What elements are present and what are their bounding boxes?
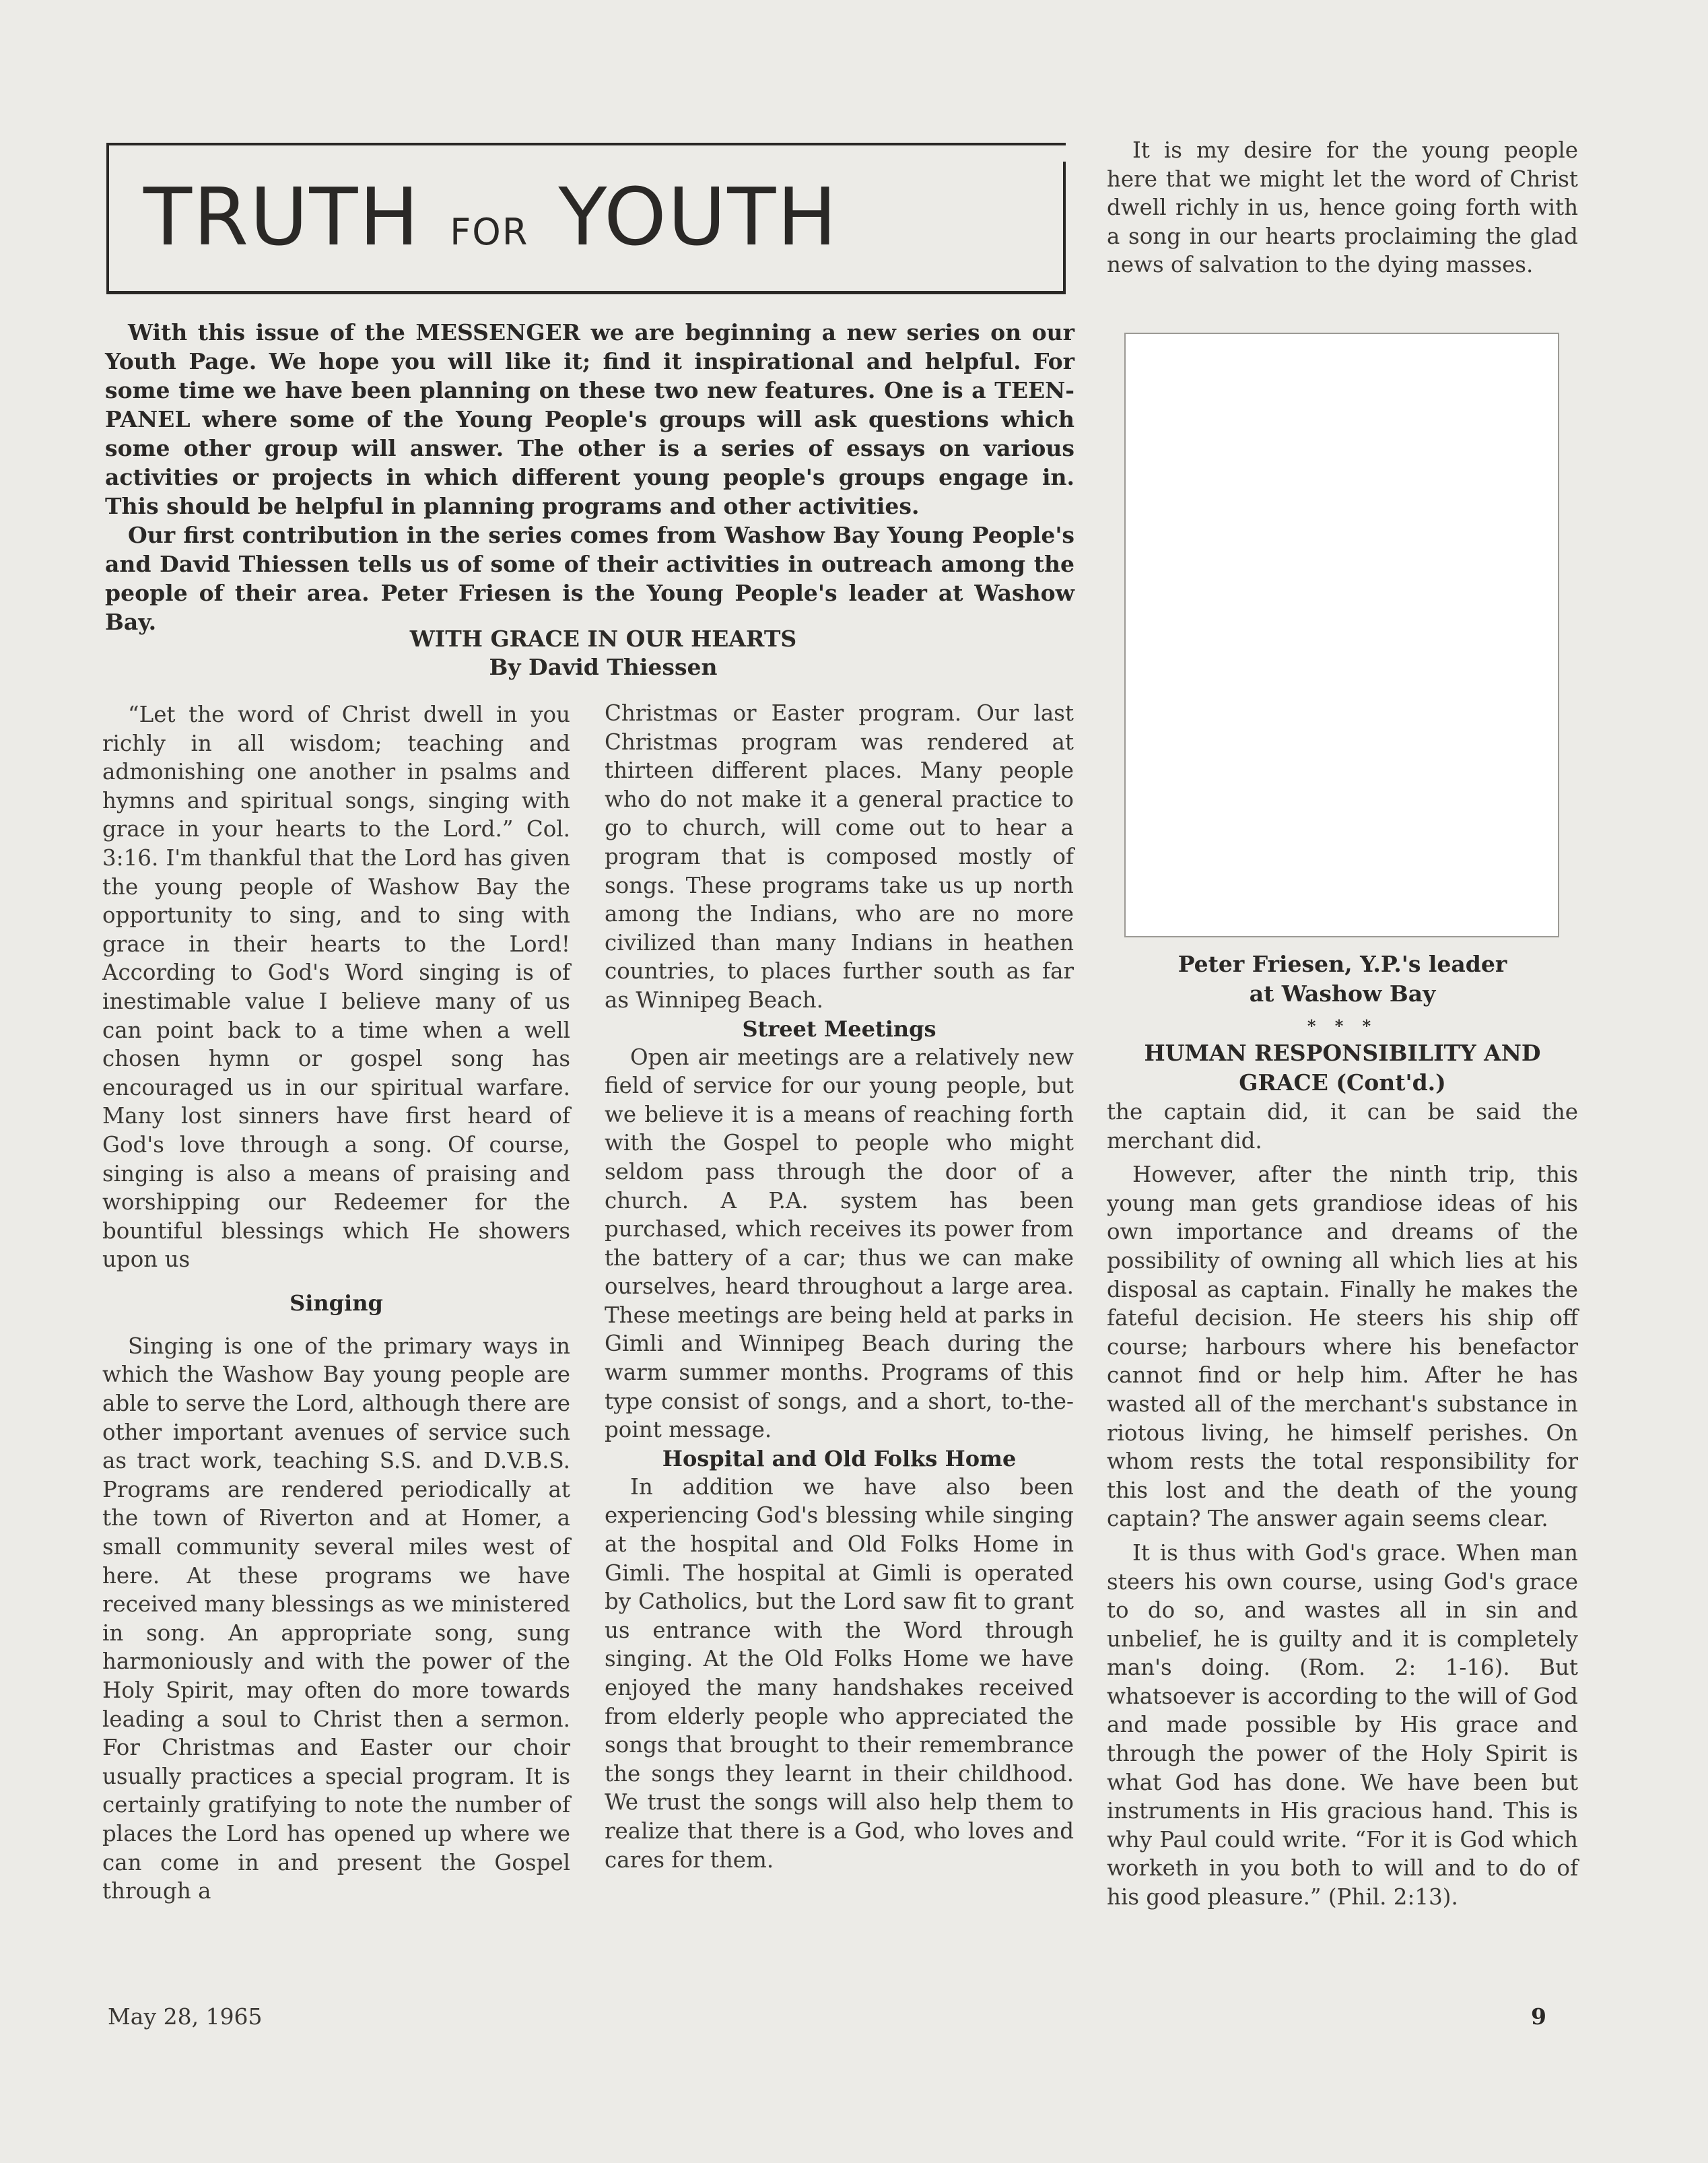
human-responsibility-heading	[1107, 1038, 1578, 1098]
photo-caption	[1107, 950, 1578, 1009]
masthead-rule-top	[106, 143, 1066, 145]
section-heading-street-meetings: Street Meetings	[742, 1016, 936, 1042]
issue-date: May 28, 1965	[108, 2003, 263, 2030]
article-paragraph: It is thus with God's grace. When man steers his own course, using God's grace to do so, and wastes all in sin and unbelief, he is guilty and it is completely man's doing. (Rom. 2: 1-16). But whatsoever is according to the will of God and made possible by His grace and through the power of the Holy Spirit is what God has done. We have been but instruments in His gracious hand. This is why Paul could write. “For it is God which worketh in you both to will and to do of his good pleasure.” (Phil. 2:13).	[1107, 1539, 1578, 1910]
article-paragraph: However, after the ninth trip, this young man gets grandiose ideas of his own importance and dreams of the possibility of owning all which lies at his disposal as captain. Finally he makes the fateful decision. He steers his ship off course; harbours where his benefactor cannot find or help him. After he has wasted all of the merchant's substance in riotous living, he himself perishes. On whom rests the total responsibility for this lost and the death of the young captain? The answer again seems clear.	[1107, 1162, 1578, 1532]
masthead	[106, 143, 1066, 296]
masthead-rule-left	[106, 143, 109, 294]
article-paragraph: “Let the word of Christ dwell in you richly in all wisdom; teaching and admonishing one another in psalms and hymns and spiritual songs, singing with grace in your hearts to the Lord.” Col. 3:16. I'm thankful that the Lord has given the young people of Washow Bay the opportunity to sing, and to sing with grace in their hearts to the Lord! According to God's Word singing is of inestimable value I believe many of us can point back to a time when a well chosen hymn or gospel song has encouraged us in our spiritual warfare. Many lost sinners have first heard of God's love through a song. Of course, singing is also a means of praising and worshipping our Redeemer for the bountiful blessings which He showers upon us	[102, 702, 570, 1273]
article-paragraph: It is my desire for the young people here that we might let the word of Christ dwell richly in us, hence going forth with a song in our hearts proclaiming the glad news of salvation to the dying masses.	[1107, 137, 1578, 278]
heading-line: HUMAN RESPONSIBILITY AND	[1144, 1040, 1541, 1066]
column-middle	[605, 699, 1074, 1874]
heading-line: GRACE (Cont'd.)	[1239, 1069, 1446, 1096]
section-separator: * * *	[1307, 1016, 1378, 1036]
caption-line: at Washow Bay	[1249, 980, 1436, 1007]
masthead-word-truth: TRUTH	[143, 170, 421, 263]
column-right-top	[1107, 136, 1578, 279]
leader-photo	[1124, 333, 1559, 937]
article-title: WITH GRACE IN OUR HEARTS	[409, 626, 797, 652]
masthead-word-for: FOR	[450, 211, 529, 253]
editor-introduction	[105, 318, 1074, 636]
section-heading-singing: Singing	[289, 1290, 383, 1316]
masthead-word-youth: YOUTH	[558, 170, 839, 263]
article-paragraph: Singing is one of the primary ways in which the Washow Bay young people are able to serve the Lord, although there are other important avenues of service such as tract work, teaching S.S. and D.V.B.S. Programs are rendered periodically at the town of Riverton and at Homer, a small community several miles west of here. At these programs we have received many blessings as we ministered in song. An appropriate song, sung harmoniously and with the power of the Holy Spirit, may often do more towards leading a soul to Christ then a sermon. For Christmas and Easter our choir usually practices a special program. It is certainly gratifying to note the number of places the Lord has opened up where we can come in and present the Gospel through a	[102, 1333, 570, 1904]
article-byline: By David Thiessen	[489, 654, 718, 680]
section-heading-hospital: Hospital and Old Folks Home	[662, 1445, 1017, 1471]
intro-paragraph: Our first contribution in the series comes from Washow Bay Young People's and David Thiessen tells us of some of their activities in outreach among the people of their area. Peter Friesen is the Young People's leader at Washow Bay.	[105, 522, 1074, 635]
masthead-title	[143, 163, 1046, 277]
column-right-bottom	[1107, 1098, 1578, 1912]
article-paragraph: the captain did, it can be said the merchant did.	[1107, 1099, 1578, 1154]
masthead-rule-bottom	[106, 291, 1066, 294]
page-number: 9	[1531, 2003, 1546, 2030]
masthead-rule-right	[1063, 162, 1066, 294]
article-paragraph: Christmas or Easter program. Our last Christmas program was rendered at thirteen different places. Many people who do not make it a general practice to go to church, will come out to hear a program that is composed mostly of songs. These programs take us up north among the Indians, who are no more civilized than many Indians in heathen countries, to places further south as far as Winnipeg Beach.	[605, 700, 1074, 1013]
article-paragraph: Open air meetings are a relatively new field of service for our young people, but we believe it is a means of reaching forth with the Gospel to people who might seldom pass through the door of a church. A P.A. system has been purchased, which receives its power from the battery of a car; thus we can make ourselves, heard throughout a large area. These meetings are being held at parks in Gimli and Winnipeg Beach during the warm summer months. Programs of this type consist of songs, and a short, to-the-point message.	[605, 1044, 1074, 1443]
caption-line: Peter Friesen, Y.P.'s leader	[1177, 951, 1507, 977]
column-left	[102, 700, 570, 1906]
article-header	[105, 625, 1101, 681]
article-paragraph: In addition we have also been experiencing God's blessing while singing at the hospital and Old Folks Home in Gimli. The hospital at Gimli is operated by Catholics, but the Lord saw fit to grant us entrance with the Word through singing. At the Old Folks Home we have enjoyed the many handshakes received from elderly people who appreciated the songs that brought to their remembrance the songs they learnt in their childhood. We trust the songs will also help them to realize that there is a God, who loves and cares for them.	[605, 1473, 1074, 1873]
intro-paragraph: With this issue of the MESSENGER we are beginning a new series on our Youth Page. We hope you will like it; find it inspirational and helpful. For some time we have been planning on these two new features. One is a TEEN-PANEL where some of the Young People's groups will ask questions which some other group will answer. The other is a series of essays on various activities or projects in which different young people's groups engage in. This should be helpful in planning programs and other activities.	[105, 319, 1074, 519]
